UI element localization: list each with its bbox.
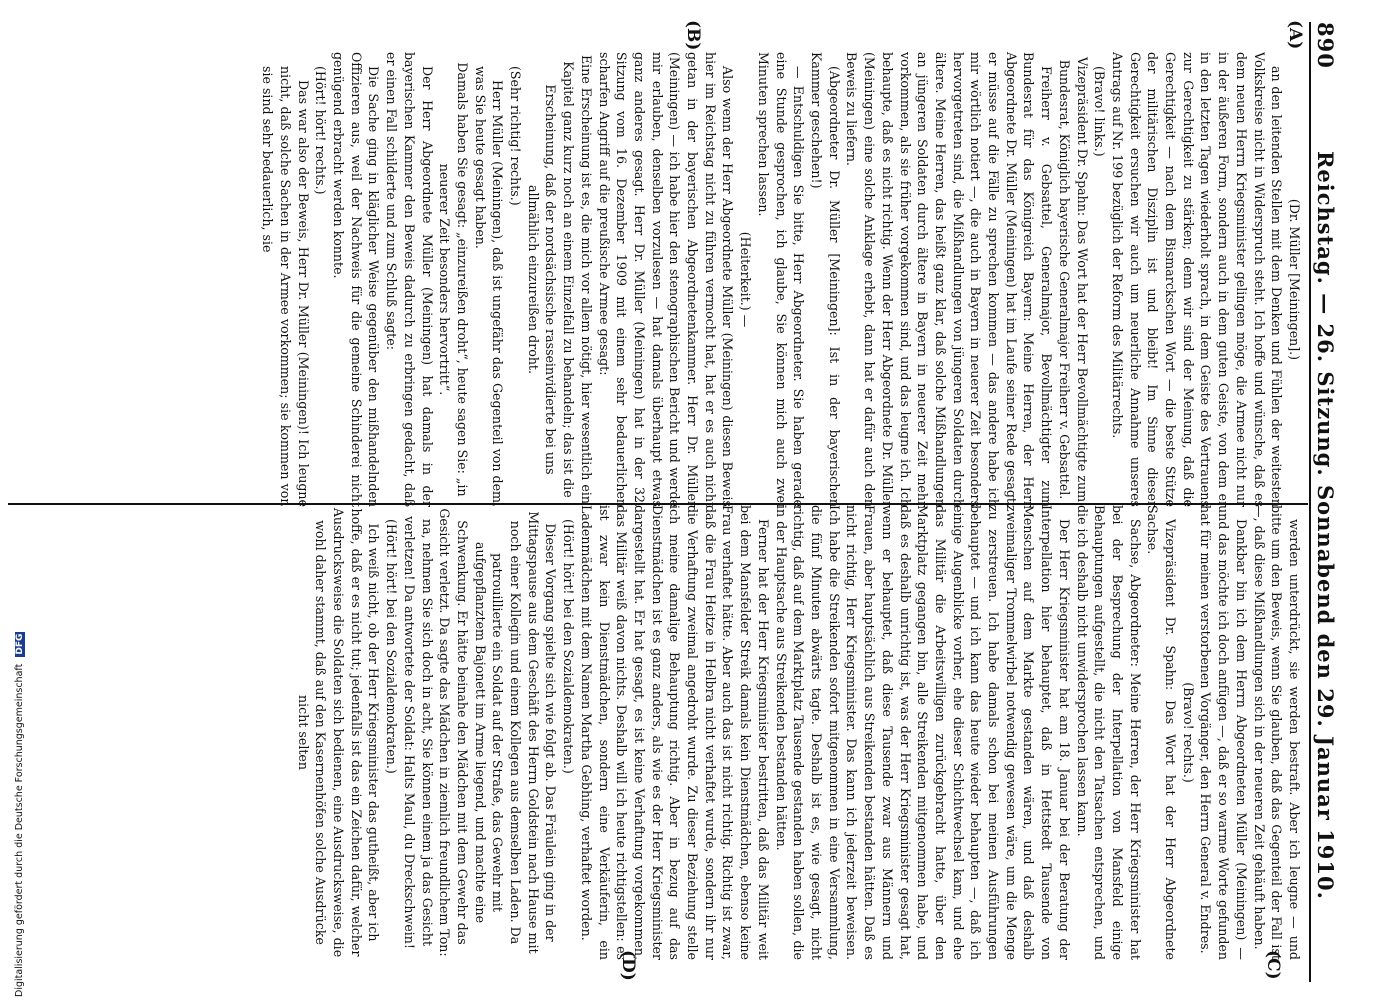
margin-marker-c: (C) [1263, 950, 1283, 980]
paragraph: — Entschuldigen Sie bitte, Herr Abgeordneter. Sie haben gerade eine Stunde gesprochen, ich glaube, Sie können mich auch zwei Minuten sprechen lassen. [755, 52, 807, 507]
paragraph: Ferner hat der Herr Kriegsminister bestritten, daß das Militär weit bei dem Mansfelder Streik damals kein Dienstmädchen, ebenso keine Frau verhaftet hätte. Aber auch das ist nicht richtig. Richtig ist zwar, daß die Frau Heitze in Helbra nicht verhaftet wurde, sondern ihr nur die Verhaftung zweimal angedroht wurde. Zu dieser Beziehung stelle ich meine damalige Behauptung richtig. Aber in bezug auf das Dienstmädchen ist es ganz anders, als wie es der Herr Kriegsminister dargestellt hat. Er hat gesagt, es ist keine Verhaftung vorgekommen, das Militär weiß davon nichts. Deshalb will ich heute richtigstellen: es ist zwar kein Dienstmädchen, sondern eine Verkäuferin, ein Ladenmädchen mit dem Namen Martha Gebhing, verhaftet worden. [578, 505, 771, 960]
page-header [1313, 22, 1345, 982]
paragraph: (Hört! hört! bei den Sozialdemokraten.) [561, 519, 577, 774]
paragraph: Der Herr Abgeordnete Müller (Meiningen) hat damals in der bayerischen Kammer den Beweis dadurch zu erbringen gedacht, daß er einen Fall schilderte und zum Schluß sagte: [384, 52, 435, 507]
paragraph: (Hört! hört! rechts.) [313, 66, 329, 195]
paragraph: (Bravo! rechts.) [1180, 682, 1196, 783]
paragraph: Ich weiß nicht, ob der Herr Kriegsminister das gutheißt, aber ich hoffe, daß er es nicht tut; jedenfalls ist das ein Zeichen dafür, welcher Ausdrucksweise die Soldaten sich bedienen, eine Ausdrucksweise, die wohl daher stammt, daß auf den Kasernenhöfen solche Ausdrücke nicht selten [295, 507, 382, 958]
page-number: 890 [1313, 22, 1338, 69]
paragraph: (Sehr richtig! rechts.) [508, 66, 524, 206]
paragraph: Herr Müller (Meiningen), daß ist ungefähr das Gegenteil von dem, was Sie heute gesagt haben. [472, 66, 506, 507]
paragraph: Der Herr Kriegsminister hat am 18. Januar bei der Beratung der Interpellation hier behauptet, daß in Hettstedt Tausende von Menschen auf dem Markte gestanden wären, und daß deshalb zweimaliger Trommelwirbel notwendig gewesen wäre, um die Menge zu zerstreuen. Ich habe damals schon bei meinen Ausführungen behauptet — und ich kann das heute wieder behaupten —, daß ich einige Augenblicke vorher, ehe dieser Schichtwechsel kam, und ehe das Militär die Arbeitswilligen zurückgebracht hatte, über den Marktplatz gegangen bin, alle Streikenden mitgenommen habe, und daß es deshalb unrichtig ist, was der Herr Kriegsminister gesagt hat, wenn er behauptet, daß diese Tausende zwar aus Männern und Frauen, aber hauptsächlich aus Streikenden bestanden hätten. Daß es nicht richtig, Herr Kriegsminister. Das kann ich jederzeit beweisen. Ich habe die Streikenden sofort mitgenommen in eine Versammlung, die fünf Minuten abwärts tagte. Deshalb ist es, wie gesagt, nicht richtig, daß auf dem Marktplatz Tausende gestanden haben sollen, die in der Hauptsache aus Streikenden bestanden hätten. [773, 505, 1072, 960]
paragraph: an den leitenden Stellen mit dem Denken und Fühlen der weitesten Volkskreise nicht in Widerspruch steht. Ich hoffe und wünsche, daß es dem neuen Herrn Kriegsminister gelingen möge, die Armee nicht nur in der äußeren Form, sondern auch in dem guten Geiste, von dem er in den letzten Tagen wiederholt sprach, in dem Geiste des Vertrauens zur Gerechtigkeit zu stärken; denn wir sind der Meinung, daß die Gerechtigkeit — nach dem Bismarckschen Wort — die beste Stütze der militärischen Disziplin ist und bleibt! Im Sinne dieser Gerechtigkeit ersuchen wir auch um neuerliche Annahme unseres Antrags auf Nr. 199 bezüglich der Reform des Militärrechts. [1109, 52, 1285, 507]
paragraph: Vizepräsident Dr. Spahn: Das Wort hat der Herr Bevollmächtigte zum Bundesrat, Königlich bayerische Generalmajor Freiherr v. Gebsattel. [1056, 56, 1090, 503]
paragraph: Dieser Vorgang spielte sich wie folgt ab. Das Fräulein ging in der Mittagspause aus dem Geschäft des Herrn Goldstein nach Hause mit noch einer Kollegin und einem Kollegen aus demselben Laden. Da patrouillierte ein Soldat auf der Straße, das Gewehr mit aufgepflanztem Bajonett im Arme liegend, und machte eine Schwenkung. Er hätte beinahe den Mädchen mit dem Gewehr das Gesicht verletzt. Da sagte das Mädchen in ziemlich freundlichem Ton: na, nehmen Sie sich doch in acht, Sie können einem ja das Gesicht verletzen! Da antwortete der Soldat: Halts Maul, du Dreckschwein! [401, 508, 559, 957]
paragraph: (Hört! hört! bei den Sozialdemokraten.) [384, 519, 400, 774]
dfg-logo: DFG [15, 633, 25, 655]
paragraph: Das war also der Beweis, Herr Dr. Müller (Meiningen)! Ich leugne nicht, daß solche Sachen in der Armee vorkommen; sie kommen vor, sie sind sehr bedauerlich, sie [260, 66, 311, 507]
paragraph: Also wenn der Herr Abgeordnete Müller (Meiningen) diesen Beweis hier im Reichstag nicht zu führen vermocht hat, hat er es auch nicht getan in der bayerischen Abgeordnetenkammer. Herr Dr. Müller (Meiningen) — ich habe hier den stenographischen Bericht und werde mir erlauben, denselben vorzulesen — hat damals überhaupt etwas ganz anderes gesagt. Herr Dr. Müller (Meiningen) hat in der 32. Sitzung vom 16. Dezember 1909 mit einem sehr bedauerlichen scharfen Angriff auf die preußische Armee gesagt: [596, 52, 736, 507]
paragraph: werden unterdrückt, sie werden bestraft. Aber ich leugne — und bitte um den Beweis, wenn Sie glauben, daß das Gegenteil der Fall ist —, daß diese Mißhandlungen sich in der neueren Zeit gehäuft haben. [1251, 505, 1302, 960]
paragraph: Damals haben Sie gesagt: „einzureißen droht“, heute sagen Sie: „in neuerer Zeit besonders hervortritt“. [437, 62, 470, 497]
paragraph: (Abgeordneter Dr. Müller [Meiningen]: Ist in der bayerischen Kammer geschehen!) [809, 52, 842, 507]
paragraph: Dankbar bin ich dem Herrn Abgeordneten Müller (Meiningen) — und das möchte ich doch anfügen —, daß er so warme Worte gefunden hat für meinen verstorbenen Vorgänger, den Herrn General v. Endres. [1198, 505, 1249, 960]
header-rule [1309, 22, 1311, 982]
page-title: Reichstag. — 26. Sitzung. Sonnabend den 29. Januar 1910. [1313, 150, 1338, 900]
paragraph: Die Sache ging in kläglicher Weise gegenüber den mißhandelnden Offizieren aus, weil der Nachweis für die gemeine Schinderei nicht genügend erbracht werden konnte. [331, 52, 382, 507]
paragraph: (Heiterkeit.) — [738, 231, 754, 328]
right-column [13, 505, 1303, 960]
paragraph: Vizepräsident Dr. Spahn: Das Wort hat der Herr Abgeordnete Sachse. [1145, 505, 1179, 960]
paragraph: (Bravo! links.) [1092, 66, 1108, 157]
paragraph: Freiherr v. Gebsattel, Generalmajor, Bevollmächtigter zum Bundesrat für das Königreich Bayern: Meine Herren, der Herr Abgeordnete Dr. Müller (Meiningen) hat im Laufe seiner Rede gesagt, er müsse auf die Fälle zu sprechen kommen — das andere habe ich mir wörtlich notiert —, die auch in Bayern in neuerer Zeit besonders hervorgetreten sind, die Mißhandlungen von jüngeren Soldaten durch ältere. Meine Herren, das heißt ganz klar, daß solche Mißhandlungen an jüngeren Soldaten durch ältere in Bayern in neuerer Zeit mehr vorkommen, als sie früher vorgekommen sind, und das leugne ich. Ich behaupte, daß es nicht richtig. Wenn der Herr Abgeordnete Dr. Müller (Meiningen) eine solche Anklage erhebt, dann hat er dafür auch den Beweis zu liefern. [844, 52, 1055, 507]
credit-text: Digitalisierung gefördert durch die Deutsche Forschungsgemeinschaft [14, 663, 25, 997]
margin-marker-b: (B) [683, 20, 703, 51]
left-column [13, 52, 1303, 507]
margin-marker-d: (D) [618, 950, 638, 981]
paragraph: Sachse, Abgeordneter: Meine Herren, der Herr Kriegsminister hat bei der Besprechung der Interpellation von Mansfeld einige Behauptungen aufgestellt, die nicht den Tatsachen entsprechen, und die ich deshalb nicht unwidersprochen lassen kann. [1074, 505, 1143, 960]
paragraph: Eine Erscheinung ist es, die mich vor allem nötigt, hier wesentlich ein Kapitel ganz kurz noch an einem Einzelfall zu behandeln; das ist die Erscheinung, daß der nordsächsische rasseinvidierte bei uns allmählich einzureißen droht. [525, 54, 594, 504]
paragraph: (Dr. Müller [Meiningen].) [1287, 198, 1302, 361]
margin-marker-a: (A) [1285, 20, 1305, 50]
